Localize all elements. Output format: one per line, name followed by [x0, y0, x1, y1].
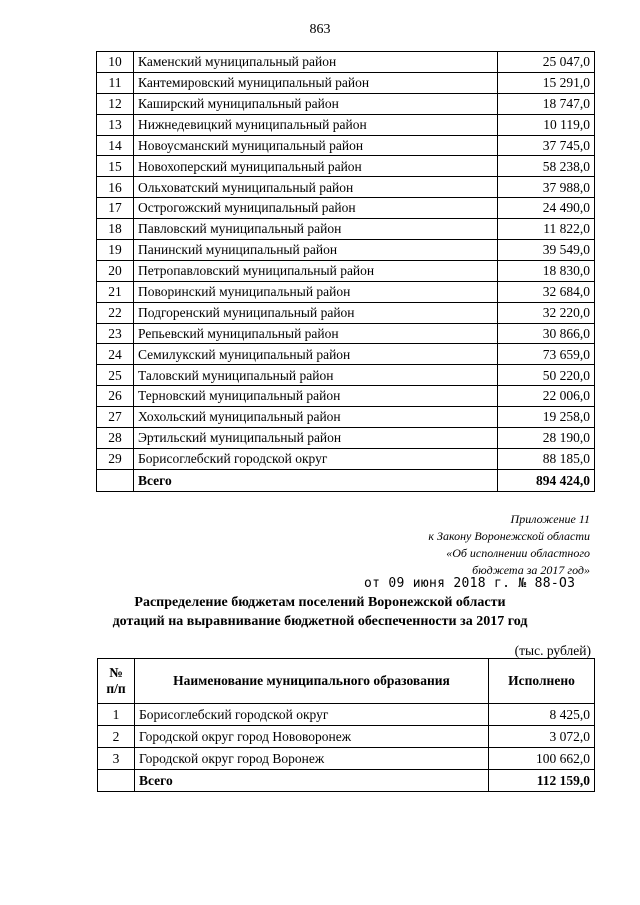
header-num-abbr: п/п: [106, 681, 126, 696]
row-name: Каменский муниципальный район: [134, 52, 498, 73]
row-value: 3 072,0: [489, 726, 595, 748]
row-value: 58 238,0: [498, 156, 595, 177]
header-value: Исполнено: [489, 659, 595, 704]
table-row: [97, 52, 595, 73]
subsidies-table-body: [98, 704, 595, 770]
row-value: 18 747,0: [498, 93, 595, 114]
row-value: 28 190,0: [498, 428, 595, 449]
row-number: 23: [97, 323, 134, 344]
row-value: 8 425,0: [489, 704, 595, 726]
row-value: 37 988,0: [498, 177, 595, 198]
row-value: 32 684,0: [498, 281, 595, 302]
row-value: 25 047,0: [498, 52, 595, 73]
table-total-row: [97, 469, 595, 491]
appendix-law-name-1: «Об исполнении областного: [446, 546, 590, 560]
row-number: 29: [97, 448, 134, 469]
row-value: 37 745,0: [498, 135, 595, 156]
row-value: 32 220,0: [498, 302, 595, 323]
row-value: 50 220,0: [498, 365, 595, 386]
row-name: Нижнедевицкий муниципальный район: [134, 114, 498, 135]
appendix-block: [428, 511, 590, 579]
row-name: Панинский муниципальный район: [134, 240, 498, 261]
document-title-line-2: дотаций на выравнивание бюджетной обеспеченности за 2017 год: [112, 614, 528, 629]
appendix-law-name-2: бюджета за 2017 год»: [472, 563, 590, 577]
row-number: 12: [97, 93, 134, 114]
row-value: 15 291,0: [498, 72, 595, 93]
row-name: Петропавловский муниципальный район: [134, 260, 498, 281]
table-row: [97, 323, 595, 344]
row-number: 24: [97, 344, 134, 365]
units-label: (тыс. рублей): [514, 643, 591, 658]
table-row: [97, 281, 595, 302]
row-number: 15: [97, 156, 134, 177]
row-value: 39 549,0: [498, 240, 595, 261]
row-number: 19: [97, 240, 134, 261]
total-value: 112 159,0: [489, 770, 595, 792]
table-header-row: [98, 659, 595, 704]
row-value: 22 006,0: [498, 386, 595, 407]
row-name: Семилукский муниципальный район: [134, 344, 498, 365]
row-number: 21: [97, 281, 134, 302]
table-row: [97, 135, 595, 156]
row-number: 16: [97, 177, 134, 198]
row-number: 25: [97, 365, 134, 386]
table-row: [97, 114, 595, 135]
row-name: Поворинский муниципальный район: [134, 281, 498, 302]
row-name: Таловский муниципальный район: [134, 365, 498, 386]
table-row: [97, 344, 595, 365]
table-row: [98, 748, 595, 770]
row-name: Павловский муниципальный район: [134, 219, 498, 240]
municipal-districts-table: [96, 51, 595, 492]
row-name: Городской округ город Нововоронеж: [135, 726, 489, 748]
table-row: [97, 177, 595, 198]
page-number: 863: [309, 22, 331, 37]
table-row: [97, 240, 595, 261]
row-number: 2: [98, 726, 135, 748]
row-value: 19 258,0: [498, 407, 595, 428]
row-number: 26: [97, 386, 134, 407]
document-title-line-1: Распределение бюджетам поселений Воронежской области: [134, 595, 506, 610]
row-name: Острогожский муниципальный район: [134, 198, 498, 219]
row-name: Городской округ город Воронеж: [135, 748, 489, 770]
row-number: 3: [98, 748, 135, 770]
table-row: [97, 428, 595, 449]
table-row: [97, 219, 595, 240]
table-total-row: [98, 770, 595, 792]
row-number: 11: [97, 72, 134, 93]
row-value: 100 662,0: [489, 748, 595, 770]
appendix-law-ref: к Закону Воронежской области: [428, 529, 590, 543]
row-name: Хохольский муниципальный район: [134, 407, 498, 428]
row-value: 11 822,0: [498, 219, 595, 240]
row-value: 30 866,0: [498, 323, 595, 344]
row-number: 1: [98, 704, 135, 726]
date-number-stamp: от 09 июня 2018 г. № 88-ОЗ: [364, 576, 576, 591]
row-name: Эртильский муниципальный район: [134, 428, 498, 449]
row-name: Терновский муниципальный район: [134, 386, 498, 407]
row-name: Кантемировский муниципальный район: [134, 72, 498, 93]
row-number: 17: [97, 198, 134, 219]
total-num-cell: [97, 469, 134, 491]
table-row: [98, 704, 595, 726]
row-number: 13: [97, 114, 134, 135]
row-value: 73 659,0: [498, 344, 595, 365]
table-row: [98, 726, 595, 748]
table-row: [97, 386, 595, 407]
row-value: 10 119,0: [498, 114, 595, 135]
total-num-cell: [98, 770, 135, 792]
row-number: 27: [97, 407, 134, 428]
header-name: Наименование муниципального образования: [135, 659, 489, 704]
row-name: Новоусманский муниципальный район: [134, 135, 498, 156]
row-number: 22: [97, 302, 134, 323]
row-name: Подгоренский муниципальный район: [134, 302, 498, 323]
subsidies-table: [97, 658, 595, 792]
row-name: Ольховатский муниципальный район: [134, 177, 498, 198]
row-value: 24 490,0: [498, 198, 595, 219]
table-row: [97, 302, 595, 323]
row-value: 88 185,0: [498, 448, 595, 469]
row-name: Борисоглебский городской округ: [135, 704, 489, 726]
table-row: [97, 448, 595, 469]
row-name: Репьевский муниципальный район: [134, 323, 498, 344]
total-value: 894 424,0: [498, 469, 595, 491]
table-row: [97, 156, 595, 177]
row-name: Новохоперский муниципальный район: [134, 156, 498, 177]
row-number: 10: [97, 52, 134, 73]
total-label: Всего: [134, 469, 498, 491]
municipal-districts-table-body: [97, 52, 595, 470]
row-name: Борисоглебский городской округ: [134, 448, 498, 469]
row-number: 20: [97, 260, 134, 281]
table-row: [97, 93, 595, 114]
row-name: Каширский муниципальный район: [134, 93, 498, 114]
header-num-symbol: №: [109, 665, 123, 681]
table-row: [97, 72, 595, 93]
appendix-title: Приложение 11: [510, 512, 590, 526]
row-number: 28: [97, 428, 134, 449]
row-number: 14: [97, 135, 134, 156]
document-title: [0, 593, 640, 631]
table-row: [97, 407, 595, 428]
header-num: [98, 659, 135, 704]
row-value: 18 830,0: [498, 260, 595, 281]
total-label: Всего: [135, 770, 489, 792]
table-row: [97, 198, 595, 219]
table-row: [97, 365, 595, 386]
table-row: [97, 260, 595, 281]
row-number: 18: [97, 219, 134, 240]
